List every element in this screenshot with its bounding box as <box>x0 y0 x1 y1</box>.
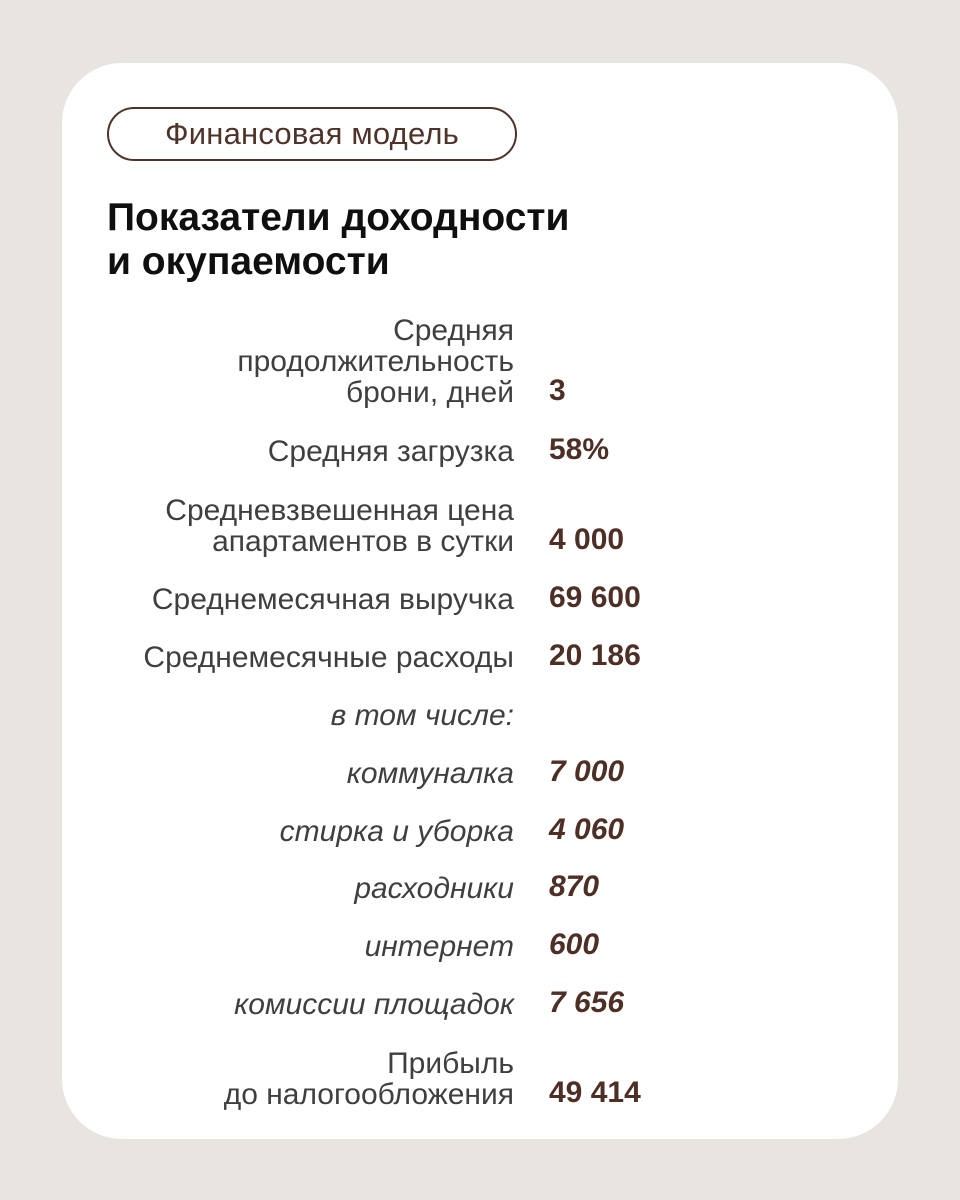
metric-value: 4 000 <box>549 523 625 556</box>
metric-row-monthly-revenue <box>62 575 898 615</box>
page-title-line-2: и окупаемости <box>107 240 390 283</box>
metric-value: 600 <box>549 928 600 961</box>
page-title <box>107 196 807 284</box>
metric-label: комиссии площадок <box>234 988 514 1021</box>
metric-row-monthly-expenses <box>62 633 898 673</box>
metric-row-occupancy <box>62 427 898 467</box>
metric-label: расходники <box>354 872 514 905</box>
metric-label: коммуналка <box>346 757 514 790</box>
metric-label: Средняя загрузка <box>267 435 514 468</box>
metric-value: 870 <box>549 870 600 903</box>
metric-row-avg-price <box>62 494 898 558</box>
metric-label: Прибыль до налогообложения <box>223 1047 514 1111</box>
metric-label: Средневзвешенная цена апартаментов в сутки <box>165 494 514 558</box>
metric-label: Средняя продолжительность брони, дней <box>237 314 514 409</box>
metric-label: Среднемесячные расходы <box>143 641 514 674</box>
metric-row-laundry-cleaning <box>62 807 898 847</box>
metric-label: Среднемесячная выручка <box>151 583 514 616</box>
section-badge: Финансовая модель <box>107 107 517 161</box>
page-title-line-1: Показатели доходности <box>107 196 570 239</box>
metric-value: 7 000 <box>549 755 625 788</box>
metric-label: стирка и уборка <box>279 815 514 848</box>
metric-row-platform-fees <box>62 980 898 1020</box>
metric-value: 58% <box>549 433 610 466</box>
metric-row-internet <box>62 922 898 962</box>
info-card <box>62 63 898 1139</box>
metric-row-including <box>62 691 898 731</box>
metric-value: 3 <box>549 374 566 407</box>
metric-row-booking-duration <box>62 314 898 409</box>
metric-value: 4 060 <box>549 813 625 846</box>
metric-value: 49 414 <box>549 1076 641 1109</box>
metric-label: интернет <box>364 930 514 963</box>
metric-value: 69 600 <box>549 581 641 614</box>
metric-row-profit-before-tax <box>62 1047 898 1111</box>
metric-label: в том числе: <box>330 699 514 732</box>
metric-value: 7 656 <box>549 986 625 1019</box>
metric-row-consumables <box>62 864 898 904</box>
metric-row-utilities <box>62 749 898 789</box>
metric-value: 20 186 <box>549 639 641 672</box>
